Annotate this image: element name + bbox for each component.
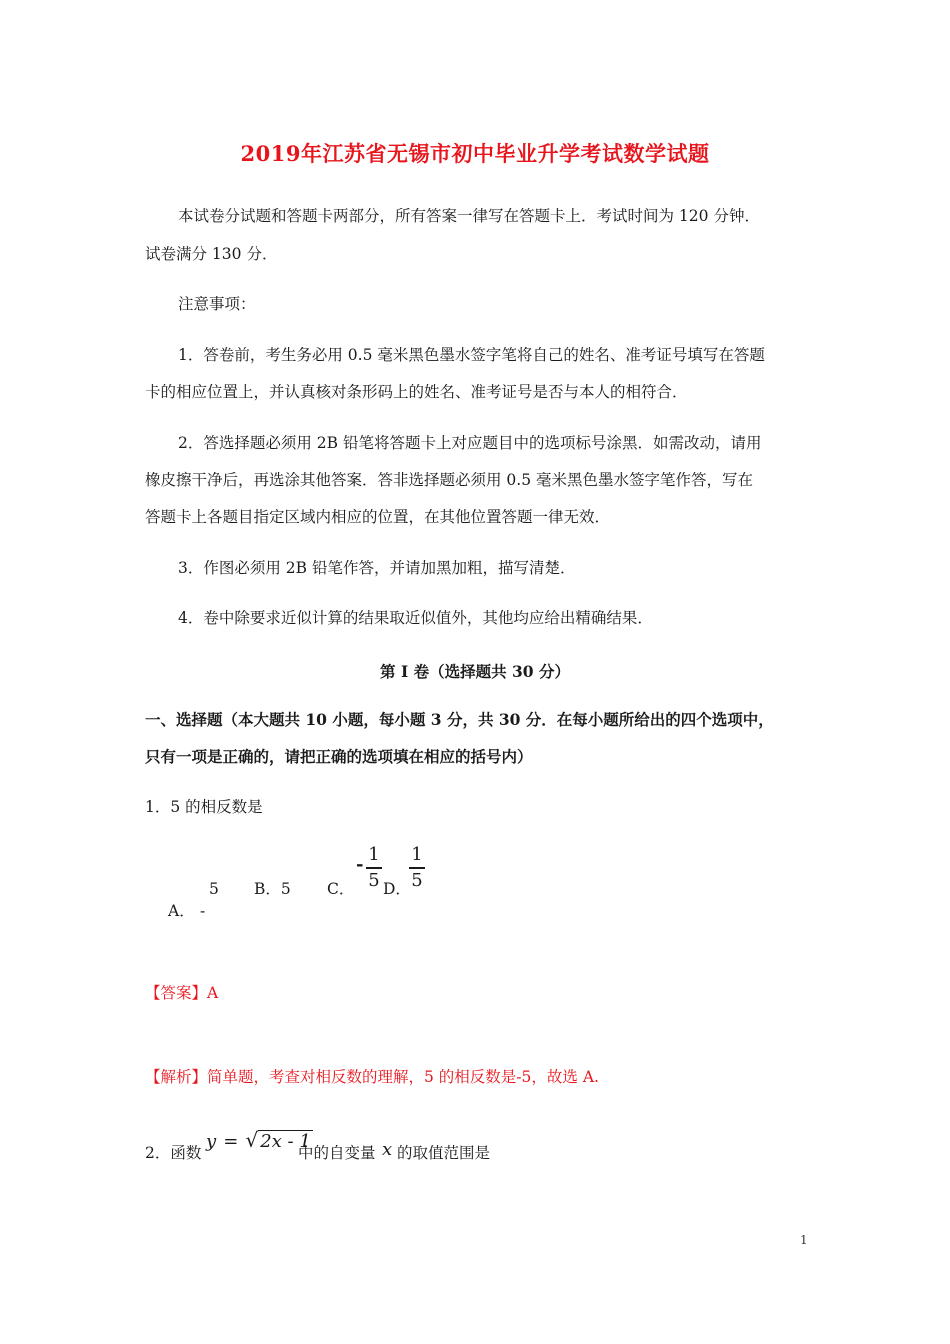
q1-option-d-label: D． xyxy=(383,880,411,898)
q1-option-d-fraction-bar xyxy=(409,867,425,869)
page-number: 1 xyxy=(800,1233,808,1247)
page-title: 2019年江苏省无锡市初中毕业升学考试数学试题 xyxy=(240,141,710,166)
notice-2-line-3: 答题卡上各题目指定区域内相应的位置，在其他位置答题一律无效． xyxy=(145,508,611,526)
q2-formula-lhs: y xyxy=(206,1131,217,1152)
section-heading-line-1: 一、选择题（本大题共 10 小题，每小题 3 分，共 30 分．在每小题所给出的四个选项中， xyxy=(145,710,774,729)
q1-analysis-text: 简单题，考查对相反数的理解，5 的相反数是-5，故选 A. xyxy=(207,1068,599,1086)
q1-option-d-denominator: 5 xyxy=(411,869,423,891)
q1-option-a-label: A． xyxy=(168,902,195,920)
notice-2-line-1: 2．答选择题必须用 2B 铅笔将答题卡上对应题目中的选项标号涂黑．如需改动，请用 xyxy=(178,434,762,452)
notice-1-line-2: 卡的相应位置上，并认真核对条形码上的姓名、准考证号是否与本人的相符合． xyxy=(145,383,688,401)
q1-answer-value: A xyxy=(207,984,219,1002)
q2-formula xyxy=(206,1128,313,1158)
q1-option-d-fraction xyxy=(409,845,425,891)
q1-option-b: B．5 xyxy=(254,880,291,898)
q1-option-c-label: C． xyxy=(327,880,355,898)
q2-formula-equals: = xyxy=(223,1131,239,1152)
q1-option-c-fraction xyxy=(366,845,382,891)
q2-radicand: 2x - 1 xyxy=(260,1131,311,1152)
q1-option-a-sign: - xyxy=(200,902,206,920)
section-title: 第 I 卷（选择题共 30 分） xyxy=(380,662,570,681)
q1-analysis-tag: 【解析】 xyxy=(145,1068,208,1086)
notice-1-line-1: 1．答卷前，考生务必用 0.5 毫米黑色墨水签字笔将自己的姓名、准考证号填写在答题 xyxy=(178,346,765,364)
notice-2-line-2: 橡皮擦干净后，再选涂其他答案．答非选择题必须用 0.5 毫米黑色墨水签字笔作答，写在 xyxy=(145,471,754,489)
q2-middle: 中的自变量 xyxy=(298,1144,376,1162)
q1-answer xyxy=(145,984,218,1002)
q1-option-c-fraction-bar xyxy=(366,867,382,869)
q1-analysis xyxy=(145,1068,599,1086)
intro-line-1: 本试卷分试题和答题卡两部分，所有答案一律写在答题卡上．考试时间为 120 分钟． xyxy=(178,207,760,225)
q1-option-c-denominator: 5 xyxy=(368,869,380,891)
section-heading-line-2: 只有一项是正确的，请把正确的选项填在相应的括号内） xyxy=(145,747,533,766)
q1-option-c-numerator: 1 xyxy=(368,844,380,865)
q1-option-a-value: 5 xyxy=(209,880,219,898)
notice-4-line-1: 4．卷中除要求近似计算的结果取近似值外，其他均应给出精确结果． xyxy=(178,609,653,627)
q2-radical-sign: √ xyxy=(245,1128,259,1152)
q1-answer-tag: 【答案】 xyxy=(145,984,208,1002)
notice-heading: 注意事项： xyxy=(178,295,256,313)
q2-suffix: 的取值范围是 xyxy=(397,1144,491,1162)
intro-line-2: 试卷满分 130 分． xyxy=(145,245,278,263)
q1-stem: 1．5 的相反数是 xyxy=(145,798,263,816)
notice-3-line-1: 3．作图必须用 2B 铅笔作答，并请加黑加粗，描写清楚． xyxy=(178,559,576,577)
q1-option-d-numerator: 1 xyxy=(411,844,423,865)
q2-variable: x xyxy=(382,1139,393,1160)
q1-option-c-minus: - xyxy=(356,854,364,875)
q2-prefix: 2．函数 xyxy=(145,1144,202,1162)
